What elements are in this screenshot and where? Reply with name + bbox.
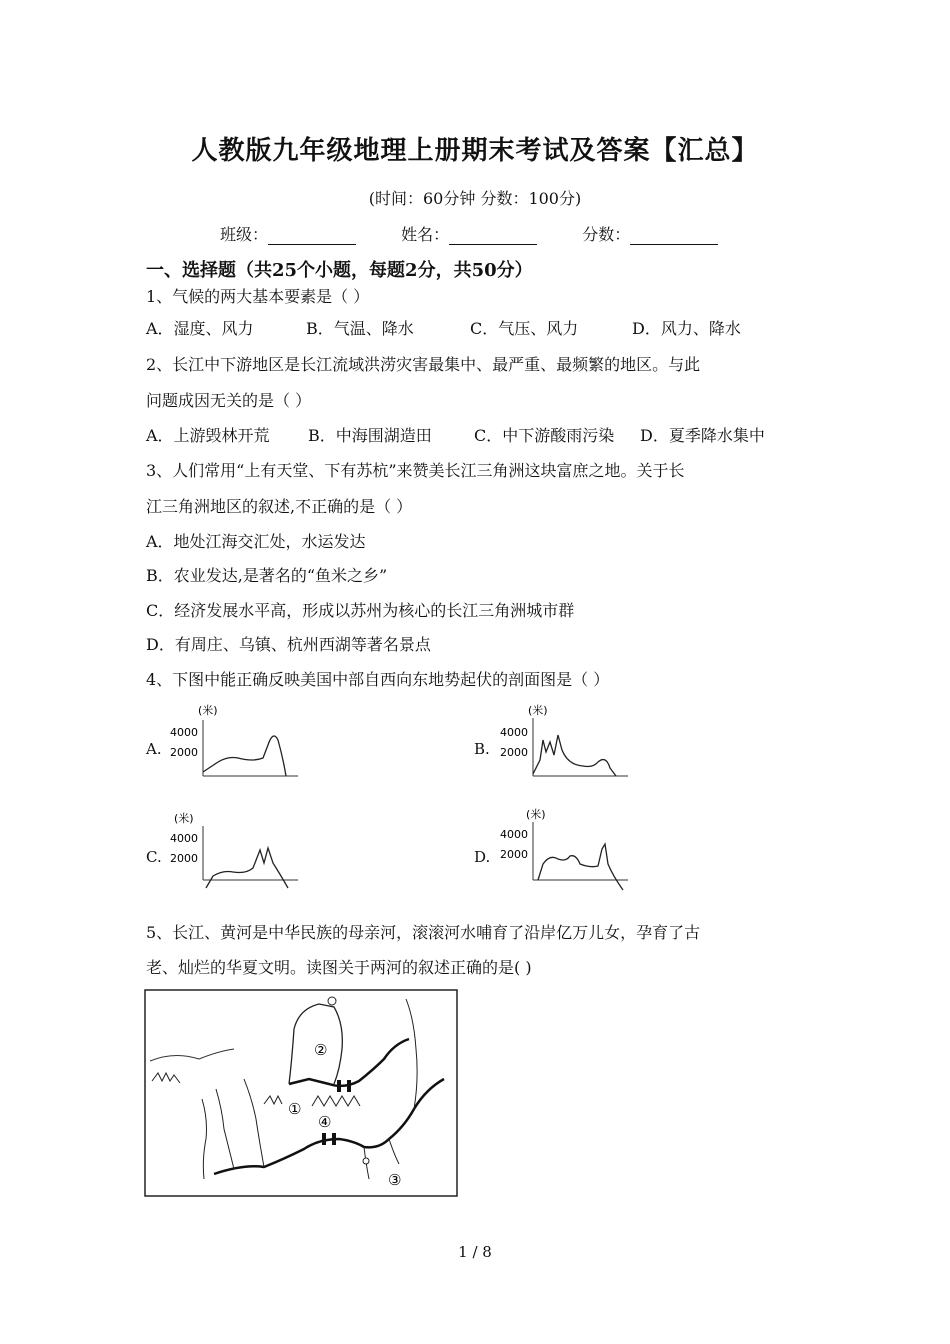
q2-option-b: B．中海围湖造田 xyxy=(308,426,432,445)
q3-option-a: A．地处江海交汇处，水运发达 xyxy=(146,532,366,551)
profile-graph-b xyxy=(498,700,638,785)
rivers-map xyxy=(144,989,458,1197)
q1-stem: 1、气候的两大基本要素是（ ） xyxy=(146,287,370,306)
q3-option-b: B．农业发达,是著名的“鱼米之乡” xyxy=(146,566,388,585)
graph-c-profile-line xyxy=(206,848,288,888)
graph-b-tick-2000: 2000 xyxy=(500,746,528,759)
q4-label-b: B. xyxy=(474,740,490,758)
q4-label-d: D. xyxy=(474,848,491,866)
q2-stem-line1: 2、长江中下游地区是长江流域洪涝灾害最集中、最严重、最频繁的地区。与此 xyxy=(146,355,701,374)
exam-meta: (时间：60分钟 分数：100分) xyxy=(368,189,582,208)
graph-a-profile-line xyxy=(203,736,286,776)
map-label-3: ③ xyxy=(388,1171,402,1189)
graph-d-tick-2000: 2000 xyxy=(500,848,528,861)
q3-option-c: C．经济发展水平高，形成以苏州为核心的长江三角洲城市群 xyxy=(146,601,575,620)
q2-stem-line2: 问题成因无关的是（ ） xyxy=(146,391,312,410)
q3-stem-line1: 3、人们常用“上有天堂、下有苏杭”来赞美长江三角洲这块富庶之地。关于长 xyxy=(146,461,685,480)
score-blank[interactable] xyxy=(630,226,718,245)
q5-stem-line1: 5、长江、黄河是中华民族的母亲河，滚滚河水哺育了沿岸亿万儿女，孕育了古 xyxy=(146,923,701,942)
page-number: 1 / 8 xyxy=(458,1243,492,1261)
q3-stem-line2: 江三角洲地区的叙述,不正确的是（ ） xyxy=(146,497,413,516)
q3-option-d: D．有周庄、乌镇、杭州西湖等著名景点 xyxy=(146,635,431,654)
graph-d-profile-line xyxy=(538,844,623,890)
q2-option-a: A．上游毁林开荒 xyxy=(146,426,270,445)
map-label-2: ② xyxy=(314,1041,328,1059)
graph-b-tick-4000: 4000 xyxy=(500,726,528,739)
class-label: 班级： xyxy=(220,225,269,244)
page-title: 人教版九年级地理上册期末考试及答案【汇总】 xyxy=(191,136,759,166)
name-blank[interactable] xyxy=(449,226,537,245)
graph-c-tick-4000: 4000 xyxy=(170,832,198,845)
graph-a-unit: (米) xyxy=(198,704,218,717)
profile-graph-a xyxy=(168,700,308,785)
score-label: 分数： xyxy=(582,225,631,244)
q2-option-d: D．夏季降水集中 xyxy=(640,426,765,445)
graph-a-tick-2000: 2000 xyxy=(170,746,198,759)
q1-option-c: C．气压、风力 xyxy=(470,319,579,338)
graph-b-unit: (米) xyxy=(528,704,548,717)
graph-c-tick-2000: 2000 xyxy=(170,852,198,865)
dam-symbol-upper-2 xyxy=(347,1080,351,1092)
name-label: 姓名： xyxy=(401,225,450,244)
q1-option-d: D．风力、降水 xyxy=(632,319,741,338)
graph-b-profile-line xyxy=(533,735,616,776)
profile-graph-c xyxy=(168,808,308,893)
student-info-fields xyxy=(220,222,758,245)
lake-marker xyxy=(363,1158,369,1164)
map-label-1: ① xyxy=(288,1100,302,1118)
dam-symbol-upper-1 xyxy=(337,1080,341,1092)
q4-label-a: A. xyxy=(146,740,162,758)
q1-option-b: B．气温、降水 xyxy=(306,319,414,338)
q5-stem-line2: 老、灿烂的华夏文明。读图关于两河的叙述正确的是( ) xyxy=(146,958,532,977)
q2-option-c: C．中下游酸雨污染 xyxy=(474,426,615,445)
map-frame xyxy=(145,990,457,1196)
q4-stem: 4、下图中能正确反映美国中部自西向东地势起伏的剖面图是（ ） xyxy=(146,670,610,689)
graph-d-unit: (米) xyxy=(526,808,546,821)
section-heading: 一、选择题（共25个小题，每题2分，共50分） xyxy=(146,260,533,281)
class-blank[interactable] xyxy=(268,226,356,245)
graph-a-tick-4000: 4000 xyxy=(170,726,198,739)
profile-graph-d xyxy=(498,804,638,894)
yellow-river-source-marker xyxy=(328,997,336,1005)
q1-option-a: A．湿度、风力 xyxy=(146,319,254,338)
map-label-4: ④ xyxy=(318,1113,332,1131)
q4-label-c: C. xyxy=(146,848,162,866)
graph-c-unit: (米) xyxy=(174,812,194,825)
graph-d-tick-4000: 4000 xyxy=(500,828,528,841)
